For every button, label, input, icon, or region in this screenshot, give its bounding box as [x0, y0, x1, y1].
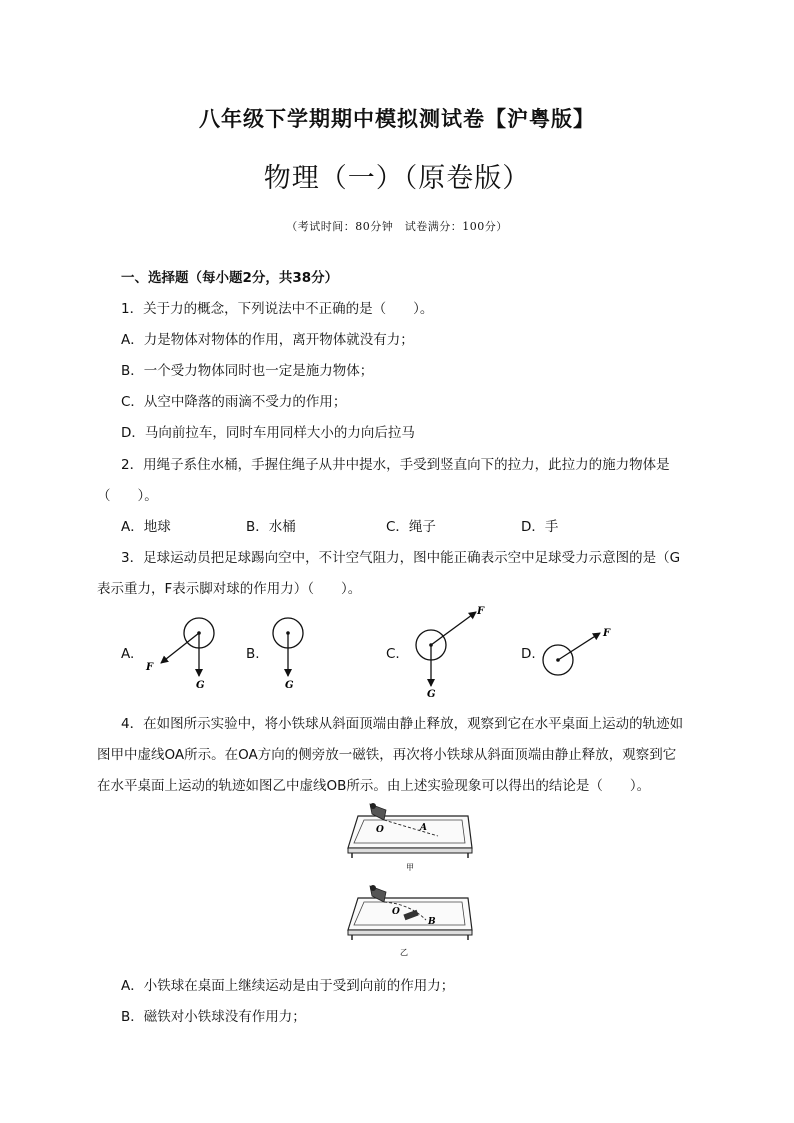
- q4-option-b: B．磁铁对小铁球没有作用力；: [121, 1009, 306, 1025]
- q3-a-label-f: F: [146, 662, 154, 673]
- q3-option-b-label: B.: [246, 646, 260, 662]
- q1-option-d: D．马向前拉车，同时车用同样大小的力向后拉马: [121, 425, 415, 441]
- q4-yi-label-b: B: [428, 917, 436, 927]
- q3-c-label-g: G: [427, 689, 436, 700]
- exam-subtitle: 物理（一）（原卷版）: [263, 163, 531, 194]
- q4-figure-jia-caption: 甲: [406, 863, 414, 872]
- q3-diagram-d: [543, 628, 611, 675]
- q4-option-a: A．小铁球在桌面上继续运动是由于受到向前的作用力；: [121, 978, 455, 994]
- q3-a-label-g: G: [196, 680, 205, 691]
- q4-jia-label-o: O: [376, 825, 384, 835]
- q3-c-label-f: F: [477, 606, 485, 617]
- q4-figure-jia: [348, 803, 472, 872]
- q4-yi-label-o: O: [392, 907, 400, 917]
- q3-diagram-a: [145, 618, 214, 691]
- q3-d-label-f: F: [603, 628, 611, 639]
- q1-option-b: B．一个受力物体同时也一定是施力物体；: [121, 363, 374, 379]
- q2-stem-line2: （ ）。: [97, 488, 158, 504]
- q2-option-d: D．手: [521, 519, 559, 535]
- q1-option-a: A．力是物体对物体的作用，离开物体就没有力；: [121, 332, 414, 348]
- q2-option-c: C．绳子: [386, 519, 436, 535]
- q1-stem: 1．关于力的概念，下列说法中不正确的是（ ）。: [121, 301, 434, 317]
- q1-option-c: C．从空中降落的雨滴不受力的作用；: [121, 394, 347, 410]
- q4-figure-yi: [348, 885, 472, 957]
- q2-option-b: B．水桶: [246, 519, 296, 535]
- section-heading: 一、选择题（每小题2分，共38分）: [121, 270, 339, 286]
- q3-option-d-label: D.: [521, 646, 536, 662]
- q3-b-label-g: G: [285, 680, 294, 691]
- q4-stem-line3: 在水平桌面上运动的轨迹如图乙中虚线OB所示。由上述实验现象可以得出的结论是（ ）。: [97, 778, 651, 794]
- q4-figure-yi-caption: 乙: [400, 948, 408, 957]
- q4-experiment-figure: [340, 798, 480, 963]
- q4-stem-line2: 图甲中虚线OA所示。在OA方向的侧旁放一磁铁，再次将小铁球从斜面顶端由静止释放，观察到它: [97, 747, 677, 763]
- q2-option-a: A．地球: [121, 519, 171, 535]
- q4-jia-label-a: A: [420, 823, 427, 833]
- q3-diagram-c: [416, 606, 485, 700]
- exam-title: 八年级下学期期中模拟测试卷【沪粤版】: [199, 107, 595, 131]
- q4-stem-line1: 4．在如图所示实验中，将小铁球从斜面顶端由静止释放，观察到它在水平桌面上运动的轨迹如: [121, 716, 684, 732]
- q2-stem-line1: 2．用绳子系住水桶，手握住绳子从井中提水，手受到竖直向下的拉力，此拉力的施力物体是: [121, 457, 670, 473]
- q3-option-a-label: A.: [121, 646, 135, 662]
- q3-diagram-b: [273, 618, 303, 691]
- exam-meta: （考试时间：80分钟 试卷满分：100分）: [286, 220, 508, 233]
- q3-stem-line1: 3．足球运动员把足球踢向空中，不计空气阻力，图中能正确表示空中足球受力示意图的是（G: [121, 550, 681, 566]
- q3-stem-line2: 表示重力，F表示脚对球的作用力）（ ）。: [97, 581, 362, 597]
- q3-option-c-label: C.: [386, 646, 400, 662]
